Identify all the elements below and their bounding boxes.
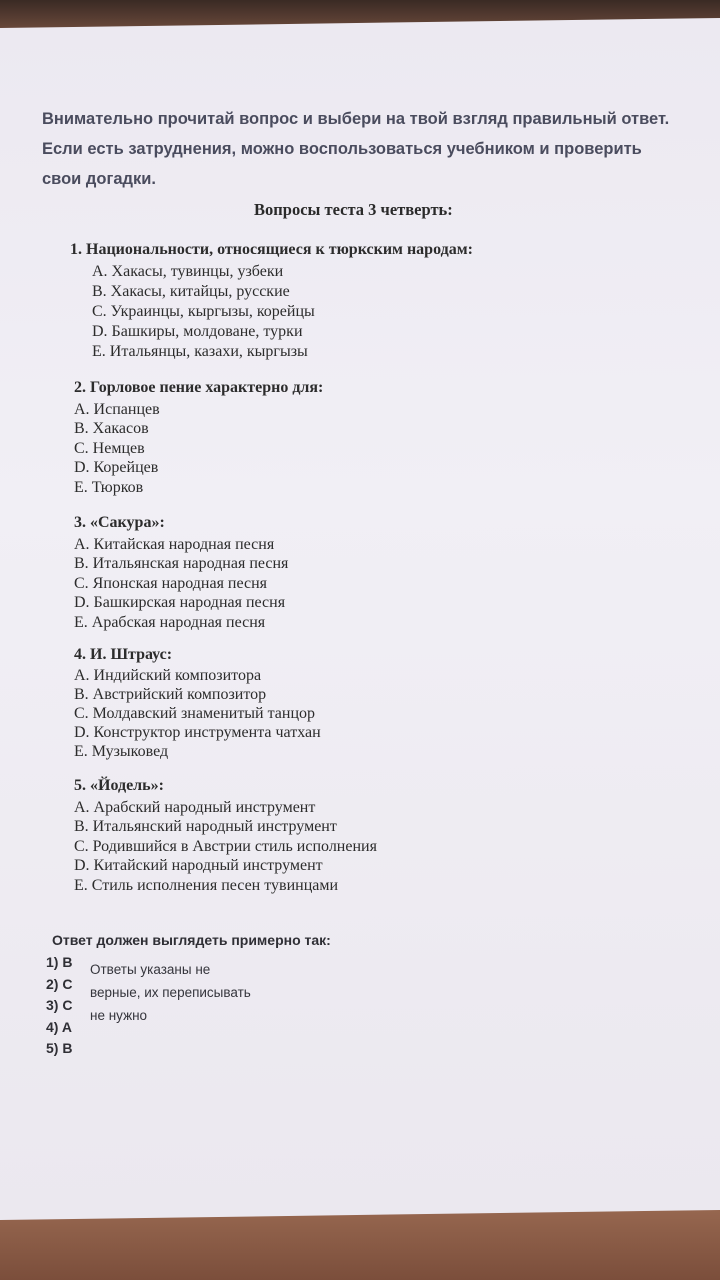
option-a: A. Китайская народная песня xyxy=(74,535,275,553)
options-list xyxy=(74,798,377,896)
option-c: C. Молдавский знаменитый танцор xyxy=(74,705,316,722)
option-e: E. Тюрков xyxy=(74,478,144,496)
option-a: A. Арабский народный инструмент xyxy=(74,798,316,816)
options-list xyxy=(74,400,323,498)
option-d: D. Корейцев xyxy=(74,459,159,476)
option-e: E. Музыковед xyxy=(74,743,169,760)
option-b: B. Хакасы, китайцы, русские xyxy=(92,283,290,300)
option-e: E. Стиль исполнения песен тувинцами xyxy=(74,876,339,894)
question-3 xyxy=(74,513,288,632)
option-c: C. Украинцы, кыргызы, корейцы xyxy=(92,303,315,320)
option-e: E. Итальянцы, казахи, кыргызы xyxy=(92,343,308,360)
question-title: 1. Национальности, относящиеся к тюркским народам: xyxy=(70,241,473,258)
question-1 xyxy=(70,240,473,362)
answer-item: 1) B xyxy=(46,954,73,970)
instructions-line: свои догадки. xyxy=(42,170,156,188)
question-5 xyxy=(74,776,377,895)
answer-item: 5) B xyxy=(46,1040,73,1056)
question-2 xyxy=(74,378,323,497)
option-b: B. Итальянский народный инструмент xyxy=(74,818,337,835)
option-d: D. Конструктор инструмента чатхан xyxy=(74,724,321,741)
note-line: верные, их переписывать xyxy=(90,985,251,1000)
option-b: B. Хакасов xyxy=(74,420,149,437)
test-title: Вопросы теста 3 четверть: xyxy=(254,200,453,219)
answer-example-list xyxy=(46,952,72,1060)
option-d: D. Башкирская народная песня xyxy=(74,594,286,611)
option-a: A. Индийский композитора xyxy=(74,667,262,684)
question-title: 4. И. Штраус: xyxy=(74,646,173,663)
option-a: A. Испанцев xyxy=(74,400,160,418)
question-title: 3. «Сакура»: xyxy=(74,514,165,531)
note-line: Ответы указаны не xyxy=(90,962,211,977)
answer-example-heading: Ответ должен выглядеть примерно так: xyxy=(52,932,331,948)
option-b: B. Австрийский композитор xyxy=(74,686,267,703)
options-list xyxy=(70,262,473,362)
option-a: A. Хакасы, тувинцы, узбеки xyxy=(92,263,284,280)
question-4 xyxy=(74,645,321,761)
option-d: D. Башкиры, молдоване, турки xyxy=(92,323,303,340)
question-title: 5. «Йодель»: xyxy=(74,777,164,794)
options-list xyxy=(74,535,288,633)
answer-note xyxy=(90,958,251,1027)
option-d: D. Китайский народный инструмент xyxy=(74,857,323,874)
option-c: C. Родившийся в Австрии стиль исполнения xyxy=(74,837,377,855)
answer-item: 2) C xyxy=(46,975,73,992)
instructions-line: Внимательно прочитай вопрос и выбери на твой взгляд правильный ответ. xyxy=(42,110,670,128)
answer-item: 3) C xyxy=(46,997,73,1013)
option-c: C. Немцев xyxy=(74,439,145,457)
instructions xyxy=(42,104,702,194)
instructions-line: Если есть затруднения, можно воспользоваться учебником и проверить xyxy=(42,140,642,158)
option-c: C. Японская народная песня xyxy=(74,574,268,592)
question-title: 2. Горловое пение характерно для: xyxy=(74,379,324,396)
options-list xyxy=(74,666,321,761)
option-b: B. Итальянская народная песня xyxy=(74,555,289,572)
option-e: E. Арабская народная песня xyxy=(74,613,266,631)
answer-item: 4) A xyxy=(46,1018,72,1035)
note-line: не нужно xyxy=(90,1008,148,1023)
